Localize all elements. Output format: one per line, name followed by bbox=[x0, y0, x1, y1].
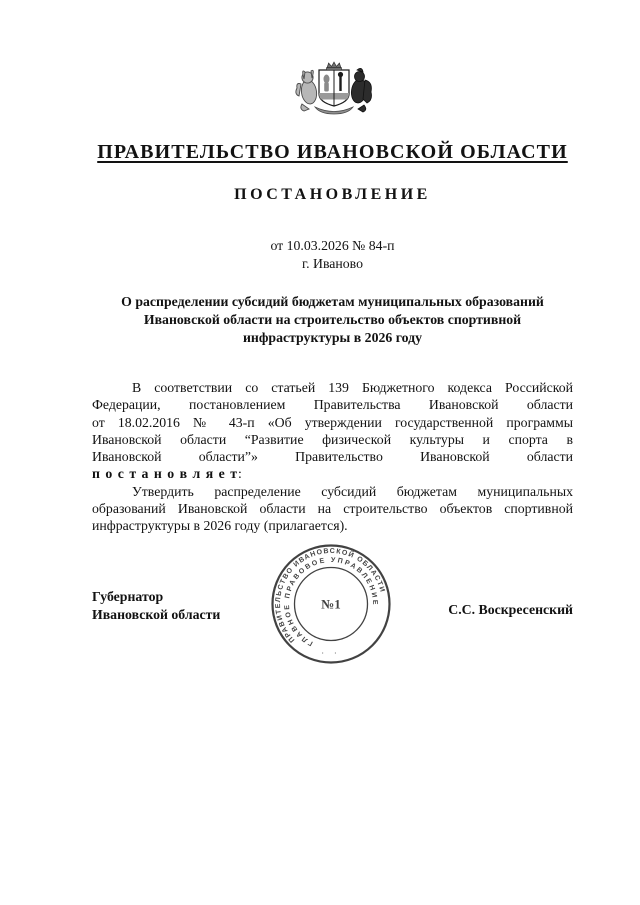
emblem-crown bbox=[327, 62, 342, 70]
authority-title-text: ПРАВИТЕЛЬСТВО ИВАНОВСКОЙ ОБЛАСТИ bbox=[97, 141, 568, 163]
paragraph1-line: Федерации, постановлением Правительства Ивановской области bbox=[92, 397, 573, 413]
stamp-separator-dots: · · bbox=[321, 649, 341, 658]
doc-type-title: ПОСТАНОВЛЕНИЕ bbox=[234, 186, 431, 203]
signature-name: С.С. Воскресенский bbox=[448, 602, 573, 617]
signature-position-line: Губернатор bbox=[92, 589, 164, 604]
resolves-punct: : bbox=[238, 466, 242, 482]
date-number-line: от 10.03.2026 № 84-п bbox=[270, 238, 395, 253]
subject-heading bbox=[92, 293, 573, 347]
subject-line: О распределении субсидий бюджетам муниципальных образований bbox=[121, 294, 544, 309]
place-line: г. Иваново bbox=[301, 255, 364, 271]
stamp-number: №1 bbox=[321, 596, 341, 612]
paragraph1-line: от 18.02.2016 № 43-п «Об утверждении государственной программы bbox=[92, 414, 573, 430]
paragraph1-line: Ивановской области “Развитие физической культуры и спорта в bbox=[92, 431, 573, 447]
signature-position-line: Ивановской области bbox=[92, 606, 221, 622]
resolves-line bbox=[92, 465, 573, 482]
paragraph2-line: инфраструктуры в 2026 году (прилагается). bbox=[92, 518, 348, 534]
lion-supporter bbox=[296, 70, 318, 111]
authority-title bbox=[92, 141, 573, 164]
subject-line: Ивановской области на строительство объектов спортивной bbox=[143, 312, 522, 327]
ivanovo-oblast-coat-of-arms-icon bbox=[295, 59, 373, 119]
body-text bbox=[92, 379, 573, 535]
stamp-outer-ring-text: ПРАВИТЕЛЬСТВО ИВАНОВСКОЙ ОБЛАСТИ bbox=[274, 547, 386, 644]
paragraph1-line: Ивановской области”» Правительство Ивановской области bbox=[92, 449, 573, 465]
legal-department-stamp bbox=[271, 544, 391, 664]
emblem-scroll bbox=[315, 107, 353, 114]
paragraph2-line: Утвердить распределение субсидий бюджетам муниципальных bbox=[132, 483, 573, 499]
subject-line: инфраструктуры в 2026 году bbox=[242, 330, 423, 345]
stamp-inner-ring-text: ГЛАВНОЕ ПРАВОВОЕ УПРАВЛЕНИЕ bbox=[283, 556, 379, 647]
paragraph2-line: образований Ивановской области на строительство объектов спортивной bbox=[92, 501, 573, 517]
resolves-word: п о с т а н о в л я е т bbox=[92, 466, 238, 482]
eagle-supporter bbox=[350, 68, 372, 112]
paragraph1-line: В соответствии со статьей 139 Бюджетного кодекса Российской bbox=[132, 380, 573, 395]
